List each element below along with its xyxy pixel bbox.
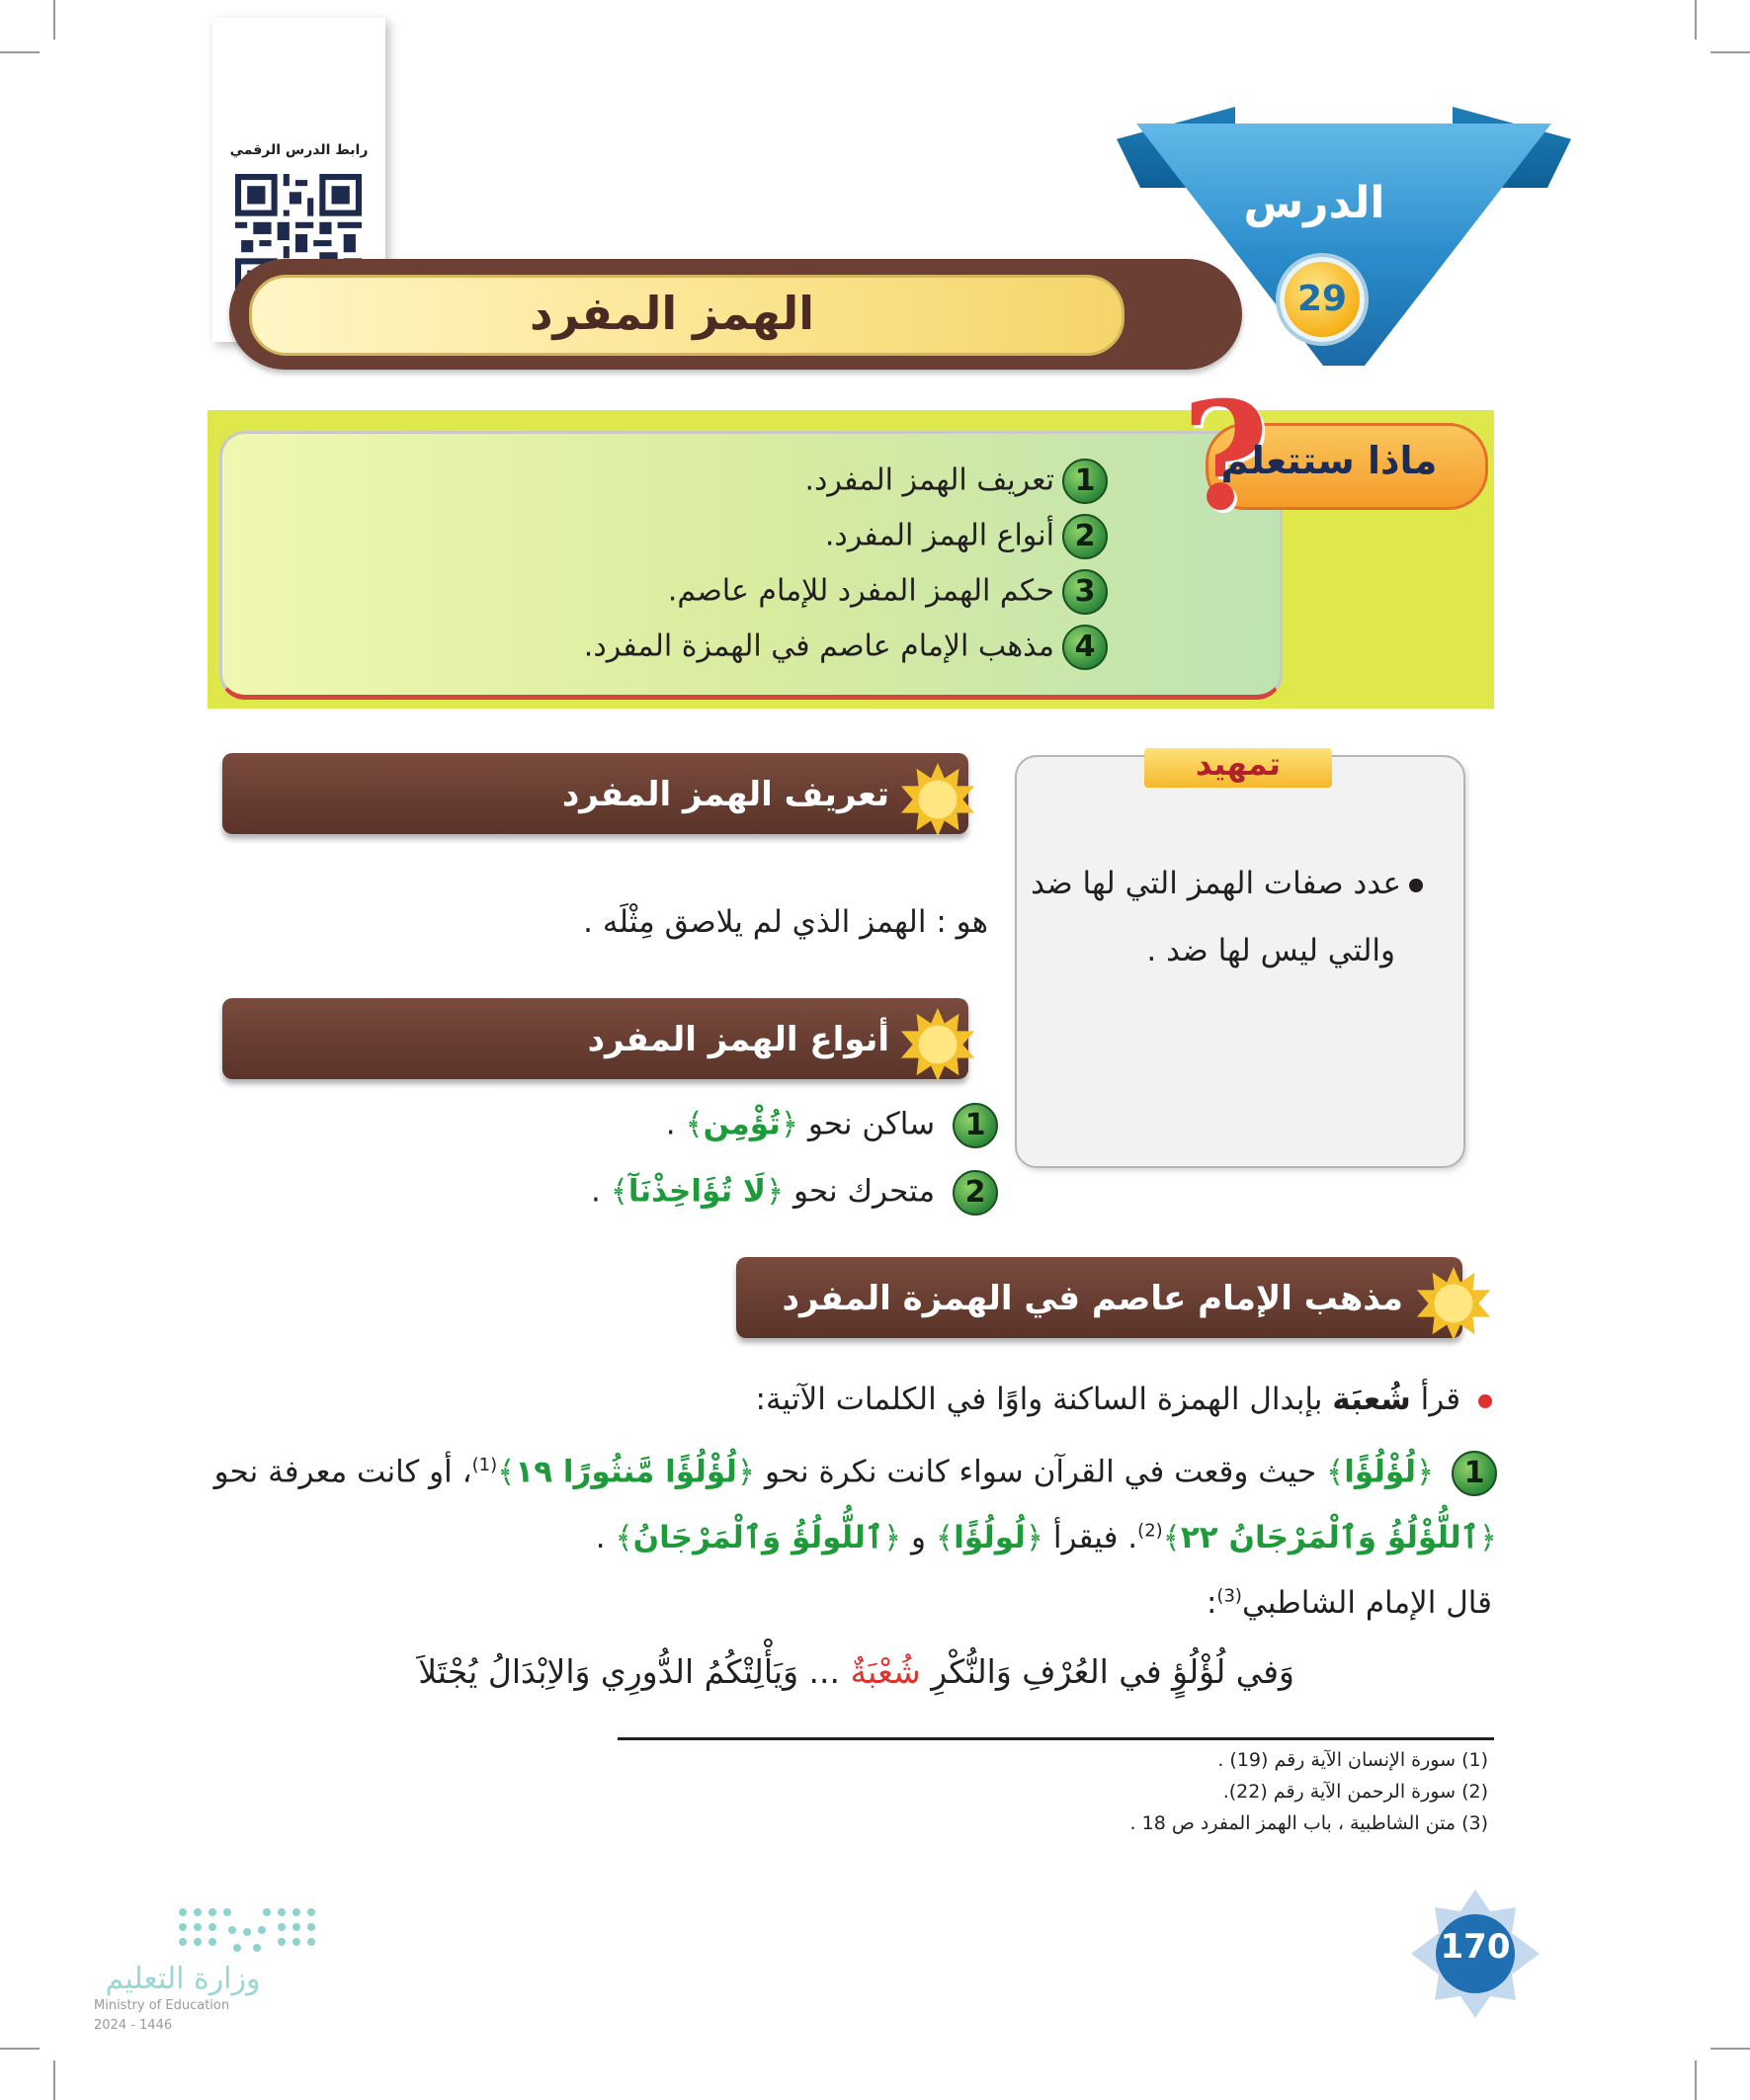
footnote: (2) سورة الرحمن الآية رقم (22). [1222,1781,1488,1803]
crop-mark [0,51,40,53]
madhhab-item-line1 [208,1451,1497,1496]
types-heading: أنواع الهمز المفرد [587,1020,889,1059]
item-text: حيث وقعت في القرآن سواء كانت نكرة نحو [764,1454,1317,1490]
madhhab-item-line2 [553,1520,1497,1555]
number-badge: 3 [1062,569,1108,615]
learn-item [416,569,1108,615]
verse-text: وَفي لُؤْلُؤٍ في العُرْفِ وَالنُّكْرِ [931,1652,1294,1691]
crop-mark [1710,2048,1750,2050]
ministry-name-en: Ministry of Education [94,1998,230,2013]
quran-read: ٱللُّولُؤُ وَٱلْمَرْجَانُ [632,1520,884,1555]
quran-read: لُولُؤًا [954,1520,1026,1555]
ornament-icon: ﴿ [765,1173,785,1210]
lesson-label: الدرس [1243,178,1385,228]
footnote: (1) سورة الإنسان الآية رقم (19) . [1217,1749,1488,1771]
item-text: . فيقرأ [1052,1520,1138,1555]
lesson-number: 29 [1280,257,1365,342]
crop-mark [53,0,55,40]
ornament-icon: ﴾ [935,1520,955,1555]
ornament-icon: ﴿ [1415,1454,1435,1490]
madhhab-heading: مذهب الإمام عاصم في الهمزة المفرد [782,1279,1403,1318]
quran-example: لُؤْلُؤًا مَّنثُورًا ١٩ [515,1454,737,1490]
crop-mark [1695,0,1697,40]
types-item-label: ساكن نحو [807,1106,936,1142]
item-text: ، أو كانت معرفة نحو [213,1454,472,1490]
crop-mark [53,2060,55,2100]
ornament-icon: ﴿ [736,1454,756,1490]
number-badge: 2 [1062,514,1108,559]
tamheed-line-text: عدد صفات الهمز التي لها ضد [1031,866,1401,901]
types-item [445,1170,998,1216]
footnote-ref[interactable]: (3) [1216,1585,1242,1607]
ornament-icon: ﴿ [883,1520,902,1555]
madhhab-intro [494,1382,1492,1417]
quran-example: ٱللُّؤْلُؤُ وَٱلْمَرْجَانُ ٢٢ [1180,1520,1479,1555]
page-number: 170 [1440,1927,1511,1967]
punctuation: : [1206,1585,1217,1621]
ministry-logo-icon [173,1902,321,1962]
tamheed-heading: تمهيد [1195,745,1282,783]
quran-example: تُؤْمِن [703,1106,781,1142]
sun-icon [899,1006,976,1083]
learn-item-text: تعريف الهمز المفرد. [804,462,1054,498]
ornament-icon: ﴾ [615,1520,633,1555]
crop-mark [1695,2060,1697,2100]
ornament-icon: ﴿ [1478,1520,1497,1555]
verse-text: ... وَيَأْلِتْكُمُ الدُّورِي وَالاِبْدَالُ يُجْتَلاَ [418,1652,840,1691]
footnote-divider [618,1737,1494,1740]
tamheed-line: والتي ليس لها ضد . [1146,933,1395,968]
qr-caption: رابط الدرس الرقمي [229,142,369,158]
number-badge: 1 [1452,1451,1497,1496]
ministry-year: 2024 - 1446 [94,2018,173,2033]
learn-item-text: أنواع الهمز المفرد. [824,518,1054,553]
tamheed-text [1028,850,1423,984]
learn-item-text: حكم الهمز المفرد للإمام عاصم. [667,573,1054,609]
bullet-icon [1478,1394,1492,1408]
intro-text: قرأ [1420,1382,1461,1417]
footnote-ref[interactable]: (1) [471,1455,498,1476]
punctuation: . [665,1106,676,1142]
ornament-icon: ﴾ [610,1173,628,1210]
learn-item-text: مذهب الإمام عاصم في الهمزة المفرد. [583,629,1054,664]
ministry-name-ar: وزارة التعليم [105,1962,261,1996]
ornament-icon: ﴿ [780,1106,798,1142]
shatibi-intro [988,1585,1492,1621]
number-badge: 4 [1062,625,1108,670]
crop-mark [0,2048,40,2050]
tamheed-line [1028,850,1423,917]
types-item-label: متحرك نحو [793,1173,936,1210]
footnote-ref[interactable]: (2) [1137,1520,1163,1542]
number-badge: 1 [1062,459,1108,504]
types-item [445,1103,998,1148]
number-badge: 1 [953,1103,998,1148]
learn-item [416,625,1108,670]
definition-heading: تعريف الهمز المفرد [561,775,889,814]
intro-text: بإبدال الهمزة الساكنة واوًا في الكلمات الآتية: [755,1382,1323,1417]
shatibi-verse [375,1652,1294,1691]
quran-word: لُؤْلُؤًا [1344,1454,1416,1490]
crop-mark [1710,51,1750,53]
learn-item [416,514,1108,559]
intro-name: شُعبَة [1332,1382,1411,1417]
punctuation: . [595,1520,606,1555]
ornament-icon: ﴾ [685,1106,704,1142]
learn-item [416,459,1108,504]
ornament-icon: ﴾ [1162,1520,1181,1555]
shatibi-text: قال الإمام الشاطبي [1241,1585,1492,1621]
ornament-icon: ﴾ [497,1454,516,1490]
definition-text: هو : الهمز الذي لم يلاصق مِثْلَه . [583,904,988,940]
verse-highlight: شُعْبَةٌ [850,1652,921,1691]
number-badge: 2 [953,1170,998,1216]
quran-example: لَا تُؤَاخِذْنَآ [627,1173,766,1210]
learn-heading: ماذا ستتعلم [1220,439,1438,482]
question-mark-icon: ? [1182,370,1269,544]
sun-icon [1415,1265,1492,1342]
ornament-icon: ﴿ [1025,1520,1044,1555]
punctuation: . [590,1173,601,1210]
bullet-icon [1409,879,1423,892]
ornament-icon: ﴾ [1326,1454,1345,1490]
footnote: (3) متن الشاطبية ، باب الهمز المفرد ص 18 . [1129,1812,1488,1834]
sun-icon [899,761,976,838]
item-text: و [911,1520,927,1555]
lesson-title: الهمز المفرد [529,287,815,340]
